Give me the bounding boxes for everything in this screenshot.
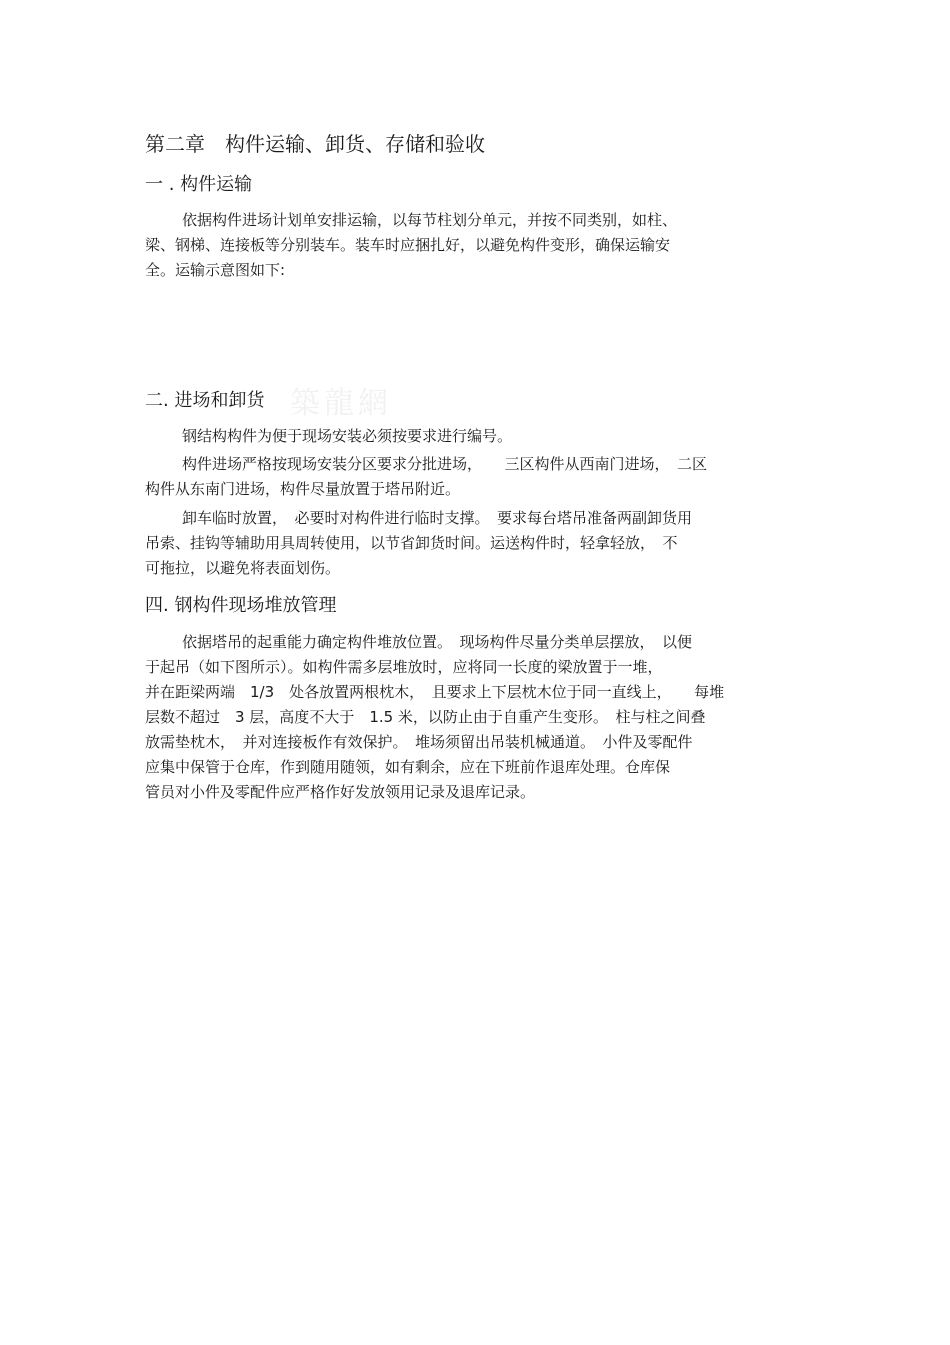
section-heading-storage: 四. 钢构件现场堆放管理 bbox=[145, 595, 337, 616]
paragraph-entry-1 bbox=[145, 424, 810, 449]
paragraph-line: 依据构件进场计划单安排运输，以每节柱划分单元，并按不同类别，如柱、 bbox=[182, 211, 678, 229]
chapter-title: 第二章 构件运输、卸货、存储和验收 bbox=[145, 132, 485, 156]
section-heading-entry: 二. 进场和卸货 bbox=[145, 390, 265, 411]
paragraph-line: 构件进场严格按现场安装分区要求分批进场， 三区构件从西南门进场， 二区 bbox=[182, 455, 708, 473]
paragraph-storage bbox=[145, 630, 810, 805]
paragraph-line: 应集中保管于仓库，作到随用随领，如有剩余，应在下班前作退库处理。仓库保 bbox=[145, 758, 671, 776]
paragraph-entry-3 bbox=[145, 506, 810, 581]
paragraph-line: 卸车临时放置， 必要时对构件进行临时支撑。 要求每台塔吊准备两副卸货用 bbox=[182, 509, 693, 527]
paragraph-line: 钢结构构件为便于现场安装必须按要求进行编号。 bbox=[182, 427, 513, 445]
paragraph-line: 层数不超过 3 层，高度不大于 1.5 米，以防止由于自重产生变形。 柱与柱之间叠 bbox=[145, 708, 706, 726]
paragraph-line: 构件从东南门进场，构件尽量放置于塔吊附近。 bbox=[145, 480, 461, 498]
watermark-logo: 築龍網 bbox=[290, 386, 392, 421]
paragraph-line: 管员对小件及零配件应严格作好发放领用记录及退库记录。 bbox=[145, 783, 536, 801]
paragraph-line: 梁、钢梯、连接板等分别装车。装车时应捆扎好，以避免构件变形，确保运输安 bbox=[145, 236, 671, 254]
paragraph-line: 于起吊（如下图所示）。如构件需多层堆放时，应将同一长度的梁放置于一堆， bbox=[145, 658, 663, 676]
paragraph-entry-2 bbox=[145, 452, 810, 502]
paragraph-line: 可拖拉，以避免将表面划伤。 bbox=[145, 559, 341, 577]
paragraph-line: 吊索、挂钩等辅助用具周转使用，以节省卸货时间。运送构件时，轻拿轻放， 不 bbox=[145, 534, 678, 552]
paragraph-line: 依据塔吊的起重能力确定构件堆放位置。 现场构件尽量分类单层摆放， 以便 bbox=[182, 633, 693, 651]
section-heading-transport: 一 . 构件运输 bbox=[145, 174, 253, 195]
paragraph-line: 并在距梁两端 1/3 处各放置两根枕木， 且要求上下层枕木位于同一直线上， 每堆 bbox=[145, 683, 725, 701]
paragraph-line: 全。运输示意图如下: bbox=[145, 261, 286, 279]
paragraph-transport bbox=[145, 208, 810, 283]
paragraph-line: 放需垫枕木， 并对连接板作有效保护。 堆场须留出吊装机械通道。 小件及零配件 bbox=[145, 733, 693, 751]
